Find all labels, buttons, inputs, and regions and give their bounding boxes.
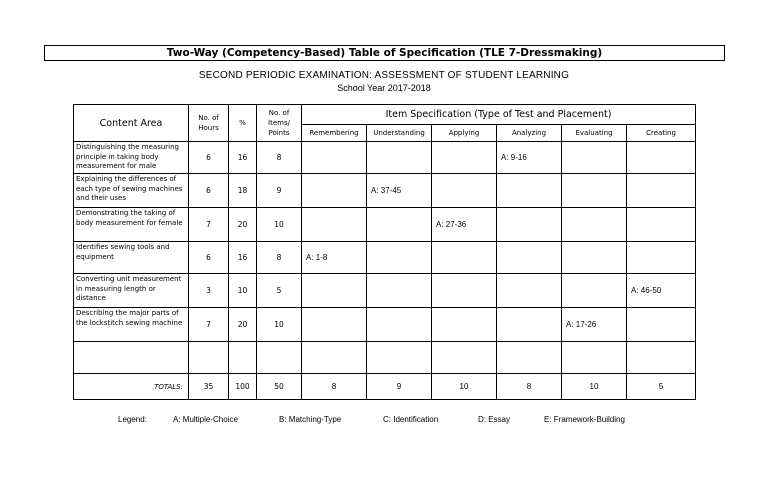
total-analyzing: 8 — [497, 374, 562, 400]
hours-cell: 7 — [189, 308, 229, 342]
table-row — [74, 242, 696, 274]
items-cell: 10 — [257, 208, 302, 242]
analyzing-cell — [497, 342, 562, 374]
legend-item: B: Matching-Type — [279, 415, 342, 424]
creating-cell — [627, 308, 696, 342]
total-evaluating: 10 — [562, 374, 627, 400]
total-percent: 100 — [229, 374, 257, 400]
legend-item: D: Essay — [478, 415, 511, 424]
header-item-specification: Item Specification (Type of Test and Placement) — [302, 105, 696, 125]
total-creating: 5 — [627, 374, 696, 400]
total-applying: 10 — [432, 374, 497, 400]
understanding-cell — [367, 208, 432, 242]
header-understanding: Understanding — [367, 125, 432, 142]
understanding-cell — [367, 274, 432, 308]
legend-item: C: Identification — [383, 415, 439, 424]
table-row — [74, 308, 696, 342]
items-cell: 5 — [257, 274, 302, 308]
header-creating: Creating — [627, 125, 696, 142]
evaluating-cell — [562, 242, 627, 274]
analyzing-cell — [497, 308, 562, 342]
legend-item: E: Framework-Building — [544, 415, 625, 424]
items-cell: 8 — [257, 142, 302, 174]
table-of-specification — [73, 104, 696, 400]
applying-cell — [432, 242, 497, 274]
header-content-area: Content Area — [74, 105, 189, 142]
table-row — [74, 274, 696, 308]
percent-cell: 18 — [229, 174, 257, 208]
understanding-cell — [367, 308, 432, 342]
header-evaluating: Evaluating — [562, 125, 627, 142]
content-area-cell: Converting unit measurement in measuring length or distance — [74, 274, 189, 308]
exam-subtitle: SECOND PERIODIC EXAMINATION: ASSESSMENT OF STUDENT LEARNING — [198, 70, 570, 81]
legend — [0, 415, 768, 427]
table-row — [74, 142, 696, 174]
items-cell: 8 — [257, 242, 302, 274]
total-understanding: 9 — [367, 374, 432, 400]
understanding-cell: A: 37-45 — [367, 174, 432, 208]
percent-cell: 20 — [229, 308, 257, 342]
understanding-cell — [367, 142, 432, 174]
school-year: School Year 2017-2018 — [337, 83, 431, 93]
total-hours: 35 — [189, 374, 229, 400]
hours-cell: 7 — [189, 208, 229, 242]
hours-cell — [189, 342, 229, 374]
totals-row — [74, 374, 696, 400]
hours-cell: 3 — [189, 274, 229, 308]
header-applying: Applying — [432, 125, 497, 142]
evaluating-cell — [562, 208, 627, 242]
content-area-cell: Demonstrating the taking of body measurement for female — [74, 208, 189, 242]
legend-label: Legend: — [118, 415, 147, 424]
analyzing-cell — [497, 174, 562, 208]
items-cell — [257, 342, 302, 374]
creating-cell: A: 46-50 — [627, 274, 696, 308]
percent-cell: 16 — [229, 142, 257, 174]
applying-cell — [432, 308, 497, 342]
hours-cell: 6 — [189, 242, 229, 274]
remembering-cell — [302, 142, 367, 174]
applying-cell — [432, 342, 497, 374]
header-analyzing: Analyzing — [497, 125, 562, 142]
creating-cell — [627, 208, 696, 242]
remembering-cell: A: 1-8 — [302, 242, 367, 274]
analyzing-cell — [497, 208, 562, 242]
percent-cell: 10 — [229, 274, 257, 308]
creating-cell — [627, 174, 696, 208]
table-row — [74, 342, 696, 374]
header-remembering: Remembering — [302, 125, 367, 142]
analyzing-cell — [497, 274, 562, 308]
percent-cell — [229, 342, 257, 374]
hours-cell: 6 — [189, 142, 229, 174]
document-title: Two-Way (Competency-Based) Table of Specification (TLE 7-Dressmaking) — [44, 45, 725, 61]
content-area-cell: Identifies sewing tools and equipment — [74, 242, 189, 274]
evaluating-cell — [562, 142, 627, 174]
remembering-cell — [302, 342, 367, 374]
remembering-cell — [302, 208, 367, 242]
evaluating-cell — [562, 174, 627, 208]
remembering-cell — [302, 174, 367, 208]
items-cell: 9 — [257, 174, 302, 208]
content-area-cell: Distinguishing the measuring principle in taking body measurement for male — [74, 142, 189, 174]
legend-item: A: Multiple-Choice — [173, 415, 238, 424]
percent-cell: 16 — [229, 242, 257, 274]
content-area-cell — [74, 342, 189, 374]
remembering-cell — [302, 308, 367, 342]
evaluating-cell — [562, 342, 627, 374]
creating-cell — [627, 242, 696, 274]
remembering-cell — [302, 274, 367, 308]
table-row — [74, 208, 696, 242]
header-hours: No. of Hours — [189, 105, 229, 142]
applying-cell — [432, 174, 497, 208]
table-row — [74, 174, 696, 208]
creating-cell — [627, 342, 696, 374]
applying-cell — [432, 142, 497, 174]
understanding-cell — [367, 242, 432, 274]
applying-cell — [432, 274, 497, 308]
total-remembering: 8 — [302, 374, 367, 400]
percent-cell: 20 — [229, 208, 257, 242]
header-items: No. of Items/ Points — [257, 105, 302, 142]
hours-cell: 6 — [189, 174, 229, 208]
total-items: 50 — [257, 374, 302, 400]
header-percent: % — [229, 105, 257, 142]
content-area-cell: Describing the major parts of the lockstitch sewing machine — [74, 308, 189, 342]
analyzing-cell: A: 9-16 — [497, 142, 562, 174]
applying-cell: A: 27-36 — [432, 208, 497, 242]
content-area-cell: Explaining the differences of each type of sewing machines and their uses — [74, 174, 189, 208]
items-cell: 10 — [257, 308, 302, 342]
evaluating-cell: A: 17-26 — [562, 308, 627, 342]
evaluating-cell — [562, 274, 627, 308]
creating-cell — [627, 142, 696, 174]
analyzing-cell — [497, 242, 562, 274]
understanding-cell — [367, 342, 432, 374]
totals-label: TOTALS: — [74, 374, 189, 400]
